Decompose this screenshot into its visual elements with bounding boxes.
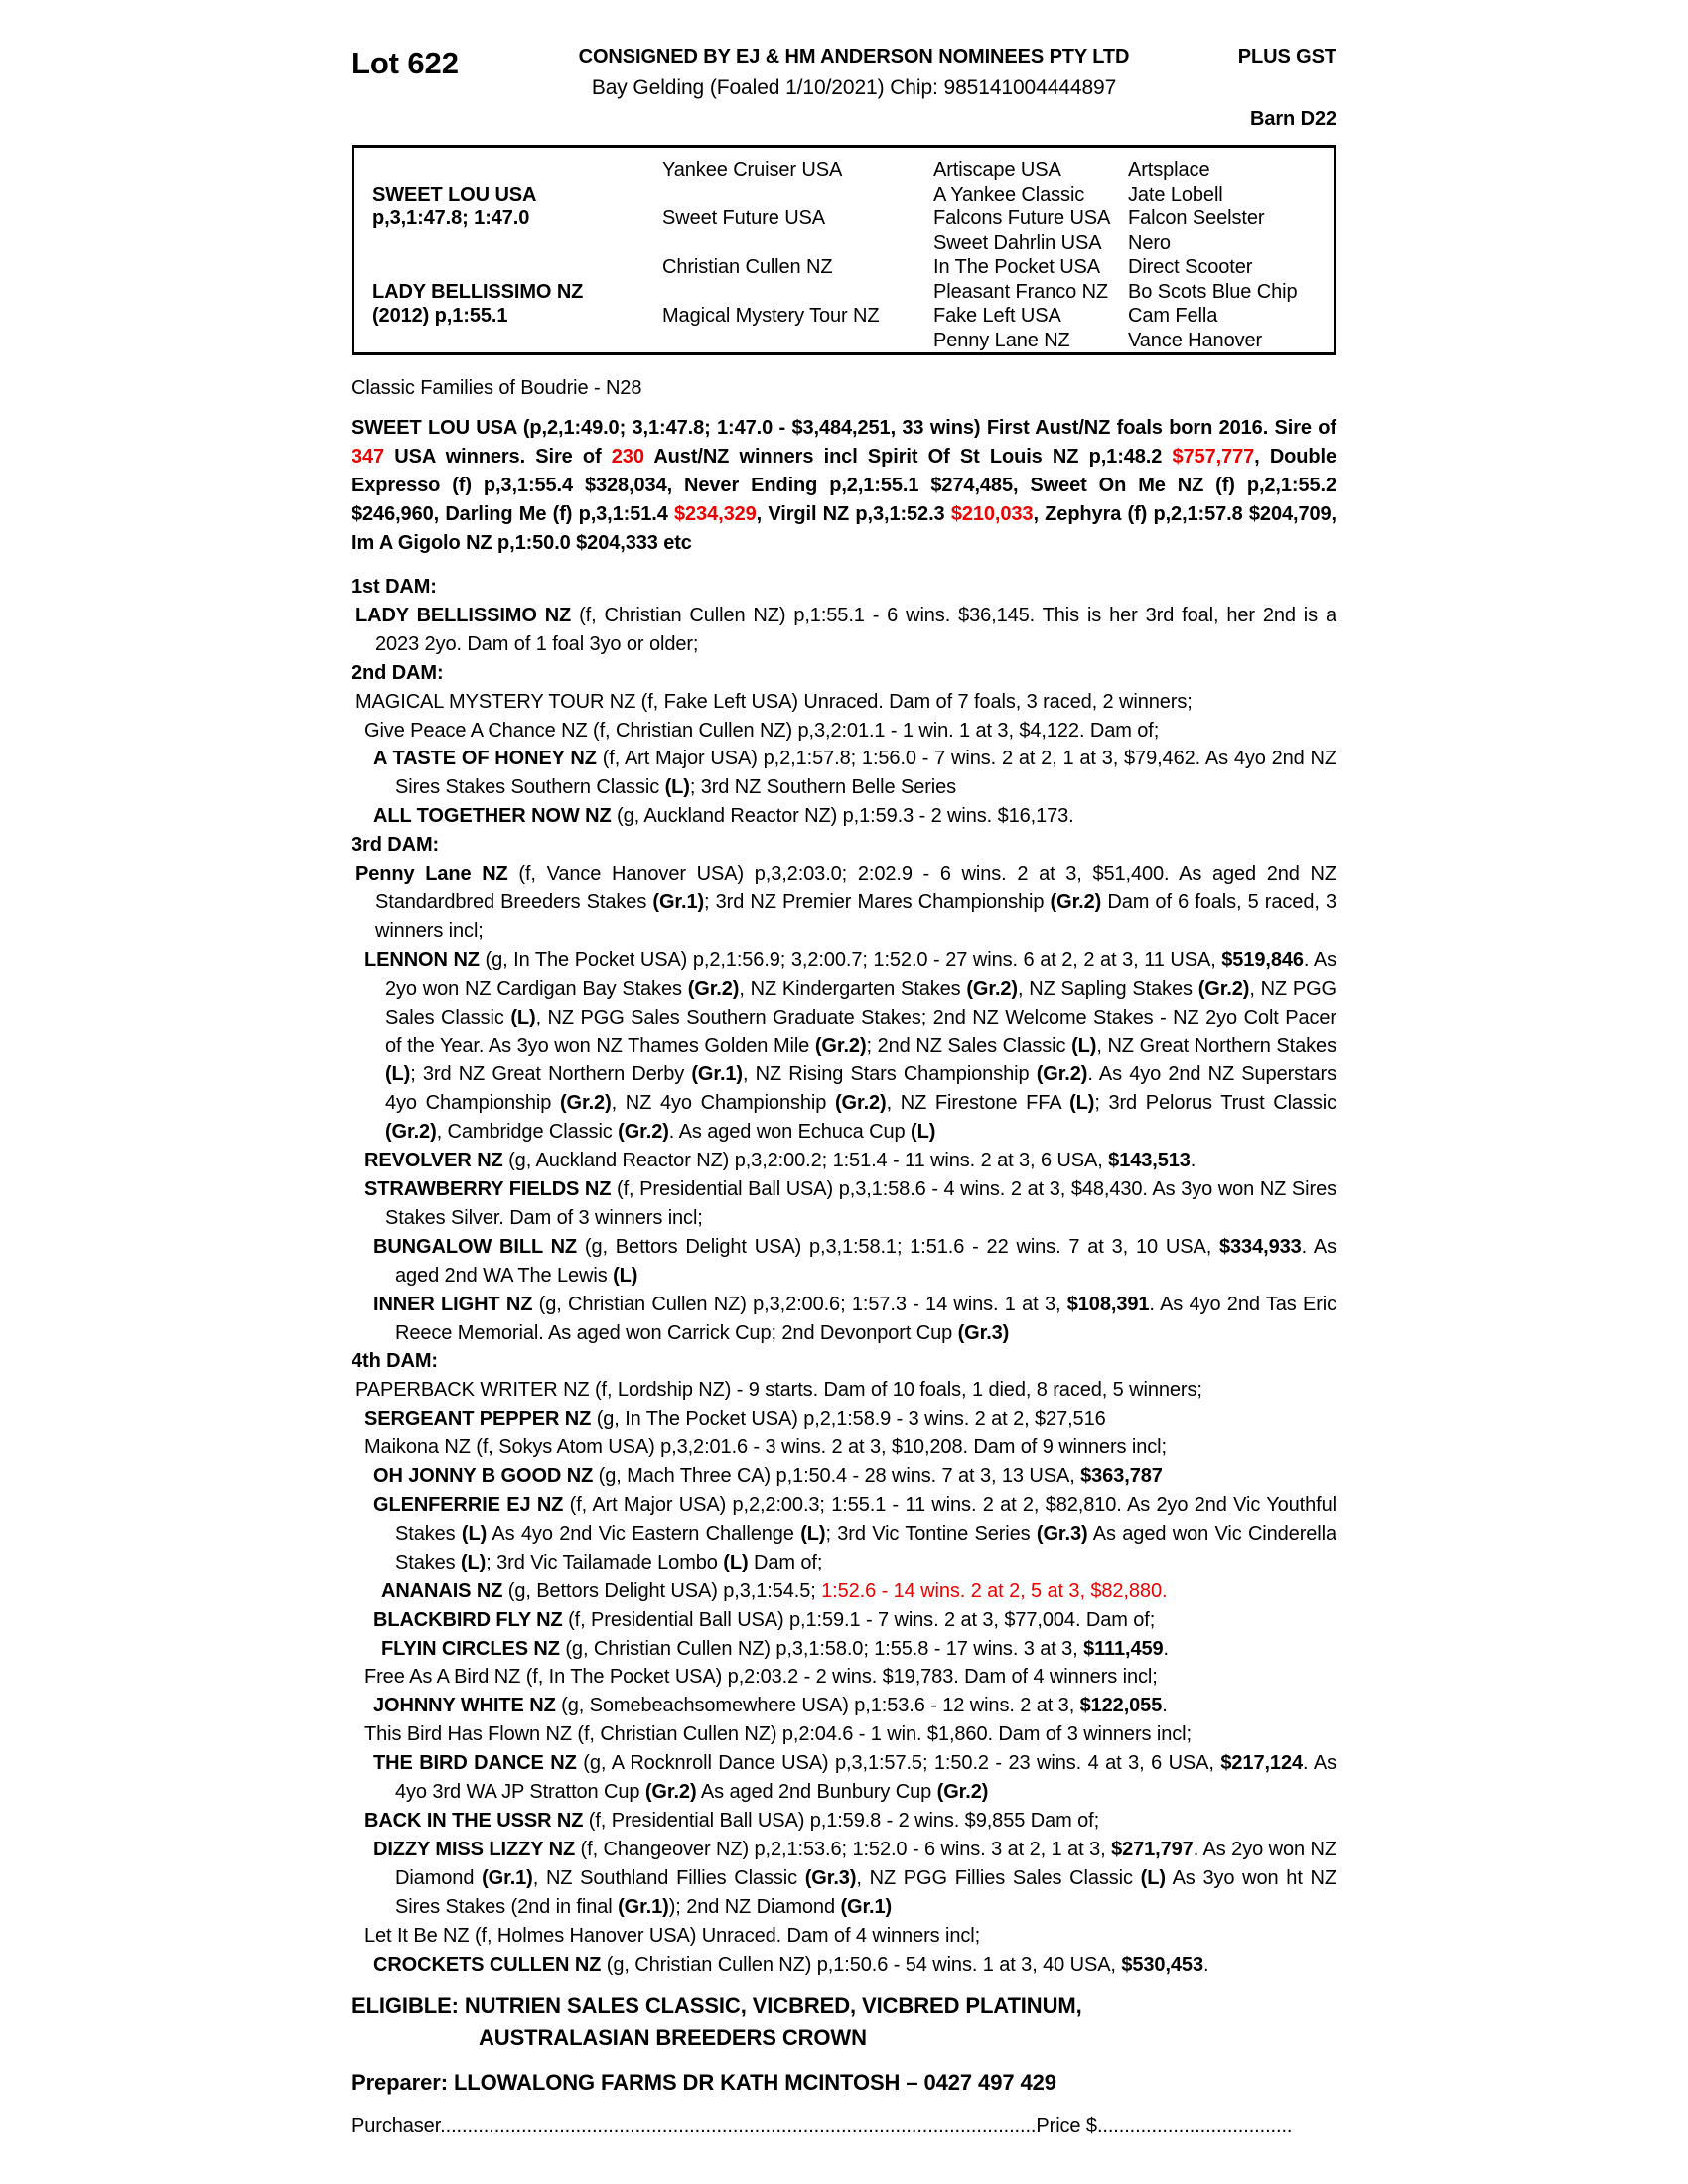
eligible-line-2: AUSTRALASIAN BREEDERS CROWN bbox=[479, 2025, 867, 2051]
pedigree-name: Bo Scots Blue Chip bbox=[1128, 280, 1298, 303]
text-run: (f, Presidential Ball USA) p,1:59.1 - 7 wins. 2 at 3, $77,004. Dam of; bbox=[562, 1608, 1156, 1631]
bold-text-run: $519,846 bbox=[1221, 948, 1304, 971]
text-run: , NZ PGG Fillies Sales Classic bbox=[856, 1866, 1141, 1889]
bold-text-run: (L) bbox=[1071, 1034, 1097, 1057]
bold-text-run: 2nd DAM: bbox=[352, 661, 444, 684]
pedigree-line bbox=[352, 1951, 1336, 1979]
bold-text-run: ANANAIS NZ bbox=[381, 1579, 503, 1602]
bold-text-run: 4th DAM: bbox=[352, 1350, 438, 1373]
barn-number: Barn D22 bbox=[1249, 108, 1336, 130]
pedigree-name: Pleasant Franco NZ bbox=[933, 280, 1109, 303]
text-run: , Zephyra (f) p,2,1:57.8 $204,709, Im A Gigolo NZ p,1:50.0 $204,333 etc bbox=[352, 503, 1336, 554]
horse-description: Bay Gelding (Foaled 1/10/2021) Chip: 985141004444897 bbox=[591, 76, 1117, 99]
text-run: , NZ PGG Sales Southern Graduate Stakes; 2nd NZ Welcome Stakes - NZ 2yo Colt Pacer of the Year. As 3yo won NZ Thames Golden Mile bbox=[385, 1006, 1336, 1057]
text-run: As aged won Vic Cinderella Stakes bbox=[395, 1522, 1336, 1573]
bold-text-run: INNER LIGHT NZ bbox=[373, 1293, 533, 1315]
pedigree-name: Sweet Dahrlin USA bbox=[933, 231, 1102, 254]
text-run: (f, Presidential Ball USA) p,3,1:58.6 - 4 wins. 2 at 3, $48,430. As 3yo won NZ Sires Stakes Silver. Dam of 3 winners incl; bbox=[385, 1178, 1336, 1229]
bold-text-run: (Gr.1) bbox=[840, 1895, 893, 1918]
text-run: , NZ 4yo Championship bbox=[611, 1092, 835, 1115]
bold-text-run: (Gr.2) bbox=[834, 1092, 887, 1115]
bold-text-run: (Gr.2) bbox=[644, 1781, 697, 1804]
dam-heading bbox=[352, 573, 1336, 602]
text-run: , NZ Firestone FFA bbox=[886, 1092, 1070, 1115]
pedigree-line bbox=[352, 1433, 1336, 1462]
bold-text-run: (Gr.2) bbox=[1036, 1063, 1088, 1086]
pedigree-line bbox=[352, 1175, 1336, 1233]
bold-text-run: REVOLVER NZ bbox=[364, 1150, 503, 1172]
bold-text-run: FLYIN CIRCLES NZ bbox=[381, 1637, 560, 1660]
pedigree-line bbox=[352, 1692, 1336, 1720]
bold-text-run: SERGEANT PEPPER NZ bbox=[364, 1408, 592, 1431]
text-run: (f, Art Major USA) p,2,1:57.8; 1:56.0 - 7 wins. 2 at 2, 1 at 3, $79,462. As 4yo 2nd NZ Sires Stakes Southern Classic bbox=[395, 748, 1336, 799]
pedigree-line bbox=[352, 1405, 1336, 1433]
pedigree-line bbox=[352, 1836, 1336, 1922]
pedigree-line bbox=[352, 1749, 1336, 1807]
pedigree-name: Artsplace bbox=[1128, 159, 1210, 181]
bold-text-run: Penny Lane NZ bbox=[355, 863, 508, 886]
text-run: (g, Somebeachsomewhere USA) p,1:53.6 - 12 wins. 2 at 3, bbox=[555, 1695, 1080, 1717]
pedigree-box bbox=[352, 145, 1336, 355]
bold-text-run: OH JONNY B GOOD NZ bbox=[373, 1465, 594, 1488]
pedigree-line bbox=[352, 1807, 1336, 1836]
pedigree-name bbox=[662, 183, 880, 207]
pedigree-line bbox=[352, 1491, 1336, 1577]
pedigree-column-great-grandparents bbox=[933, 158, 1110, 352]
pedigree-name: Yankee Cruiser USA bbox=[662, 159, 843, 181]
bold-text-run: CROCKETS CULLEN NZ bbox=[373, 1953, 602, 1976]
text-run: (g, In The Pocket USA) p,2,1:56.9; 3,2:00.7; 1:52.0 - 27 wins. 6 at 2, 2 at 3, 11 USA, bbox=[479, 948, 1222, 971]
pedigree-line bbox=[352, 1291, 1336, 1348]
price-label: Price $ bbox=[1036, 2116, 1097, 2138]
pedigree-name: p,3,1:47.8; 1:47.0 bbox=[372, 207, 530, 229]
pedigree-name: Sweet Future USA bbox=[662, 207, 826, 229]
bold-text-run: (L) bbox=[461, 1522, 488, 1545]
text-run: ); 2nd NZ Diamond bbox=[668, 1895, 841, 1918]
bold-text-run: BACK IN THE USSR NZ bbox=[364, 1809, 584, 1832]
text-run: As 3yo won ht NZ Sires Stakes (2nd in final bbox=[395, 1866, 1336, 1918]
plus-gst-label: PLUS GST bbox=[1237, 46, 1336, 68]
pedigree-line bbox=[352, 1922, 1336, 1951]
pedigree-line bbox=[352, 1233, 1336, 1291]
text-run: , NZ Sapling Stakes bbox=[1017, 977, 1198, 1000]
text-run: . bbox=[1163, 1637, 1169, 1660]
text-run: (g, In The Pocket USA) p,2,1:58.9 - 3 wins. 2 at 2, $27,516 bbox=[591, 1408, 1106, 1431]
pedigree-line bbox=[352, 602, 1336, 659]
bold-text-run: 1st DAM: bbox=[352, 576, 437, 598]
text-run: ; 3rd NZ Southern Belle Series bbox=[689, 776, 957, 799]
text-run: Free As A Bird NZ (f, In The Pocket USA) p,2:03.2 - 2 wins. $19,783. Dam of 4 winners incl; bbox=[364, 1666, 1158, 1689]
pedigree-line bbox=[352, 1462, 1336, 1491]
pedigree-line bbox=[352, 1376, 1336, 1405]
dam-heading bbox=[352, 659, 1336, 688]
text-run: Dam of; bbox=[748, 1551, 823, 1573]
bold-text-run: (Gr.2) bbox=[814, 1034, 867, 1057]
pedigree-name bbox=[372, 329, 583, 353]
bold-text-run: (L) bbox=[510, 1006, 536, 1028]
pedigree-name: Nero bbox=[1128, 231, 1171, 254]
text-run: . bbox=[1190, 1150, 1196, 1172]
text-run: (f, Changeover NZ) p,2,1:53.6; 1:52.0 - 6 wins. 3 at 2, 1 at 3, bbox=[575, 1838, 1112, 1860]
pedigree-name bbox=[662, 329, 880, 353]
text-run: . As 2yo won NZ Diamond bbox=[395, 1838, 1336, 1889]
text-run: . As aged won Echuca Cup bbox=[668, 1121, 912, 1144]
pedigree-line bbox=[352, 1577, 1336, 1606]
pedigree-name: Artiscape USA bbox=[933, 159, 1061, 181]
pedigree-name: Magical Mystery Tour NZ bbox=[662, 305, 880, 327]
text-run: (g, Auckland Reactor NZ) p,3,2:00.2; 1:51.4 - 11 wins. 2 at 3, 6 USA, bbox=[502, 1150, 1109, 1172]
price-dots: .................................... bbox=[1096, 2116, 1293, 2138]
bold-text-run: BLACKBIRD FLY NZ bbox=[373, 1608, 563, 1631]
bold-text-run: ALL TOGETHER NOW NZ bbox=[373, 805, 612, 828]
bold-text-run: (Gr.1) bbox=[482, 1866, 533, 1889]
bold-text-run: STRAWBERRY FIELDS NZ bbox=[364, 1178, 612, 1201]
text-run: Let It Be NZ (f, Holmes Hanover USA) Unraced. Dam of 4 winners incl; bbox=[364, 1924, 981, 1947]
bold-text-run: BUNGALOW BILL NZ bbox=[373, 1235, 578, 1258]
bold-text-run: (Gr.1) bbox=[618, 1895, 669, 1918]
pedigree-line bbox=[352, 1635, 1336, 1664]
pedigree-name: Direct Scooter bbox=[1128, 256, 1253, 278]
red-highlight-text: 347 bbox=[352, 446, 385, 468]
purchaser-dots: .............................................................................................................. bbox=[440, 2116, 1037, 2138]
text-run: (f, Presidential Ball USA) p,1:59.8 - 2 wins. $9,855 Dam of; bbox=[583, 1809, 1100, 1832]
text-run: , NZ Great Northern Stakes bbox=[1096, 1034, 1336, 1057]
bold-text-run: (L) bbox=[664, 776, 690, 799]
text-run: SWEET LOU USA (p,2,1:49.0; 3,1:47.8; 1:47.0 - $3,484,251, 33 wins) First Aust/NZ foals born 2016. Sire of bbox=[352, 417, 1336, 439]
pedigree-name: LADY BELLISSIMO NZ bbox=[372, 280, 584, 303]
lot-number: Lot 622 bbox=[352, 46, 459, 80]
pedigree-line bbox=[352, 745, 1336, 802]
text-run: As aged 2nd Bunbury Cup bbox=[696, 1781, 937, 1804]
text-run: Aust/NZ winners incl Spirit Of St Louis NZ p,1:48.2 bbox=[643, 446, 1173, 468]
bold-text-run: LENNON NZ bbox=[364, 948, 480, 971]
text-run: ; 3rd Vic Tailamade Lombo bbox=[486, 1551, 724, 1573]
bold-text-run: (Gr.2) bbox=[687, 977, 740, 1000]
text-run: . bbox=[1202, 1953, 1209, 1976]
bold-text-run: (Gr.2) bbox=[385, 1121, 437, 1144]
pedigree-line bbox=[352, 1663, 1336, 1692]
pedigree-column-grandparents bbox=[662, 158, 880, 352]
consignor-line: CONSIGNED BY EJ & HM ANDERSON NOMINEES PTY LTD bbox=[578, 46, 1130, 68]
text-run: , NZ Kindergarten Stakes bbox=[739, 977, 967, 1000]
bold-text-run: (Gr.2) bbox=[1197, 977, 1250, 1000]
bold-text-run: $217,124 bbox=[1220, 1752, 1303, 1775]
bold-text-run: (L) bbox=[723, 1551, 749, 1573]
bold-text-run: $271,797 bbox=[1111, 1838, 1194, 1860]
text-run: (g, Bettors Delight USA) p,3,1:54.5; bbox=[502, 1579, 822, 1602]
text-run: , Double Expresso (f) p,3,1:55.4 $328,034, Never Ending p,2,1:55.1 $274,485, Sweet On Me NZ (f) p,2,1:55.2 $246,960, Darling Me (f) p,3,1:51.4 bbox=[352, 446, 1336, 525]
pedigree-name: Jate Lobell bbox=[1128, 183, 1223, 205]
bold-text-run: $530,453 bbox=[1121, 1953, 1203, 1976]
bold-text-run: DIZZY MISS LIZZY NZ bbox=[373, 1838, 576, 1860]
text-run: Give Peace A Chance NZ (f, Christian Cullen NZ) p,3,2:01.1 - 1 win. 1 at 3, $4,122. Dam of; bbox=[364, 719, 1160, 742]
pedigree-line bbox=[352, 1147, 1336, 1175]
pedigree-line bbox=[352, 802, 1336, 831]
bold-text-run: (Gr.2) bbox=[936, 1781, 989, 1804]
bold-text-run: $111,459 bbox=[1083, 1637, 1164, 1660]
pedigree-line bbox=[352, 717, 1336, 746]
bold-text-run: $363,787 bbox=[1080, 1465, 1163, 1488]
pedigree-name bbox=[372, 231, 583, 256]
bold-text-run: (L) bbox=[911, 1121, 936, 1144]
pedigree-line bbox=[352, 1720, 1336, 1749]
eligible-line-1: ELIGIBLE: NUTRIEN SALES CLASSIC, VICBRED, VICBRED PLATINUM, bbox=[352, 1993, 1082, 2019]
text-run: (f, Art Major USA) p,2,2:00.3; 1:55.1 - 11 wins. 2 at 2, $82,810. As 2yo 2nd Vic Youthful Stakes bbox=[395, 1494, 1336, 1545]
text-run: (g, Christian Cullen NZ) p,3,1:58.0; 1:55.8 - 17 wins. 3 at 3, bbox=[559, 1637, 1084, 1660]
pedigree-name: A Yankee Classic bbox=[933, 183, 1085, 205]
preparer-line: Preparer: LLOWALONG FARMS DR KATH MCINTOSH – 0427 497 429 bbox=[352, 2070, 1056, 2096]
dam-heading bbox=[352, 831, 1336, 860]
text-run: . As aged 2nd WA The Lewis bbox=[395, 1235, 1336, 1287]
pedigree-name bbox=[662, 280, 880, 305]
bold-text-run: $108,391 bbox=[1066, 1293, 1150, 1315]
sire-paragraph bbox=[352, 414, 1336, 558]
text-run: ; 3rd NZ Great Northern Derby bbox=[410, 1063, 692, 1086]
bold-text-run: (Gr.2) bbox=[966, 977, 1018, 1000]
text-run: , NZ Southland Fillies Classic bbox=[532, 1866, 805, 1889]
red-highlight-text: 230 bbox=[611, 446, 644, 468]
text-run: ; 3rd Vic Tontine Series bbox=[825, 1522, 1037, 1545]
bold-text-run: LADY BELLISSIMO NZ bbox=[355, 604, 572, 626]
text-run: ; 3rd Pelorus Trust Classic bbox=[1094, 1092, 1336, 1115]
text-run: (g, Auckland Reactor NZ) p,1:59.3 - 2 wins. $16,173. bbox=[611, 805, 1074, 828]
bold-text-run: (Gr.2) bbox=[618, 1121, 669, 1144]
pedigree-name: Falcons Future USA bbox=[933, 207, 1111, 229]
pedigree-column-parents bbox=[372, 158, 583, 352]
text-run: MAGICAL MYSTERY TOUR NZ (f, Fake Left USA) Unraced. Dam of 7 foals, 3 raced, 2 winners; bbox=[355, 690, 1193, 713]
bold-text-run: (L) bbox=[1140, 1866, 1166, 1889]
text-run: (g, Bettors Delight USA) p,3,1:58.1; 1:51.6 - 22 wins. 7 at 3, 10 USA, bbox=[577, 1235, 1220, 1258]
text-run: . As 2yo won NZ Cardigan Bay Stakes bbox=[385, 948, 1336, 1000]
dam-heading bbox=[352, 1347, 1336, 1376]
bold-text-run: (L) bbox=[1069, 1092, 1095, 1115]
text-run: Dam of 6 foals, 5 raced, 3 winners incl; bbox=[375, 890, 1336, 942]
text-run: As 4yo 2nd Vic Eastern Challenge bbox=[487, 1522, 801, 1545]
bold-text-run: 3rd DAM: bbox=[352, 834, 440, 857]
pedigree-name: SWEET LOU USA bbox=[372, 183, 537, 205]
pedigree-name: Cam Fella bbox=[1128, 305, 1218, 327]
text-run: PAPERBACK WRITER NZ (f, Lordship NZ) - 9 starts. Dam of 10 foals, 1 died, 8 raced, 5 winners; bbox=[355, 1379, 1202, 1402]
red-highlight-text: 1:52.6 - 14 wins. 2 at 2, 5 at 3, $82,880. bbox=[821, 1579, 1168, 1602]
pedigree-body bbox=[352, 573, 1336, 1979]
bold-text-run: A TASTE OF HONEY NZ bbox=[373, 748, 597, 770]
red-highlight-text: $234,329 bbox=[674, 503, 757, 525]
text-run: (g, Christian Cullen NZ) p,1:50.6 - 54 wins. 1 at 3, 40 USA, bbox=[601, 1953, 1122, 1976]
bold-text-run: $143,513 bbox=[1108, 1150, 1191, 1172]
bold-text-run: (L) bbox=[800, 1522, 826, 1545]
bold-text-run: (Gr.2) bbox=[1050, 890, 1102, 913]
pedigree-name bbox=[372, 158, 583, 183]
text-run: , Virgil NZ p,3,1:52.3 bbox=[756, 503, 951, 525]
text-run: This Bird Has Flown NZ (f, Christian Cullen NZ) p,2:04.6 - 1 win. $1,860. Dam of 3 winners incl; bbox=[364, 1723, 1192, 1746]
pedigree-name: Christian Cullen NZ bbox=[662, 256, 833, 278]
text-run: (g, Christian Cullen NZ) p,3,2:00.6; 1:57.3 - 14 wins. 1 at 3, bbox=[532, 1293, 1067, 1315]
bold-text-run: (Gr.1) bbox=[652, 890, 705, 913]
family-line: Classic Families of Boudrie - N28 bbox=[352, 377, 642, 399]
bold-text-run: (Gr.1) bbox=[691, 1063, 743, 1086]
pedigree-name bbox=[372, 255, 583, 280]
pedigree-name: Falcon Seelster bbox=[1128, 207, 1265, 229]
bold-text-run: (L) bbox=[385, 1063, 411, 1086]
bold-text-run: THE BIRD DANCE NZ bbox=[373, 1752, 577, 1775]
bold-text-run: (Gr.2) bbox=[560, 1092, 612, 1115]
bold-text-run: $334,933 bbox=[1219, 1235, 1302, 1258]
bold-text-run: (Gr.3) bbox=[804, 1866, 857, 1889]
text-run: (f, Vance Hanover USA) p,3,2:03.0; 2:02.9 - 6 wins. 2 at 3, $51,400. As aged 2nd NZ Standardbred Breeders Stakes bbox=[375, 863, 1336, 913]
pedigree-name: Penny Lane NZ bbox=[933, 329, 1070, 351]
text-run: ; 2nd NZ Sales Classic bbox=[866, 1034, 1072, 1057]
purchaser-line bbox=[352, 2116, 1336, 2138]
consignment-block bbox=[540, 46, 1168, 100]
text-run: . As 4yo 3rd WA JP Stratton Cup bbox=[395, 1752, 1336, 1804]
text-run: . As 4yo 2nd Tas Eric Reece Memorial. As aged won Carrick Cup; 2nd Devonport Cup bbox=[395, 1293, 1337, 1344]
pedigree-line bbox=[352, 688, 1336, 717]
header bbox=[352, 46, 1336, 100]
bold-text-run: JOHNNY WHITE NZ bbox=[373, 1695, 556, 1717]
pedigree-line bbox=[352, 1606, 1336, 1635]
eligibility-block bbox=[352, 1990, 1336, 2054]
pedigree-line bbox=[352, 946, 1336, 1147]
text-run: (g, A Rocknroll Dance USA) p,3,1:57.5; 1:50.2 - 23 wins. 4 at 3, 6 USA, bbox=[576, 1752, 1221, 1775]
pedigree-name bbox=[662, 231, 880, 256]
text-run: , Cambridge Classic bbox=[436, 1121, 619, 1144]
pedigree-name: In The Pocket USA bbox=[933, 256, 1101, 278]
bold-text-run: $122,055 bbox=[1079, 1695, 1163, 1717]
text-run: , NZ PGG Sales Classic bbox=[385, 977, 1337, 1028]
text-run: . As 4yo 2nd NZ Superstars 4yo Championship bbox=[385, 1063, 1337, 1115]
pedigree-name: (2012) p,1:55.1 bbox=[372, 305, 508, 327]
text-run: ; 3rd NZ Premier Mares Championship bbox=[704, 890, 1051, 913]
pedigree-line bbox=[352, 860, 1336, 946]
text-run: (g, Mach Three CA) p,1:50.4 - 28 wins. 7 at 3, 13 USA, bbox=[593, 1465, 1081, 1488]
text-run: (f, Christian Cullen NZ) p,1:55.1 - 6 wins. $36,145. This is her 3rd foal, her 2nd is a 2023 2yo. Dam of 1 foal 3yo or older; bbox=[375, 604, 1336, 655]
bold-text-run: (L) bbox=[461, 1551, 487, 1573]
red-highlight-text: $757,777 bbox=[1172, 446, 1255, 468]
red-highlight-text: $210,033 bbox=[950, 503, 1034, 525]
pedigree-column-great-great-grandparents bbox=[1128, 158, 1298, 352]
bold-text-run: (Gr.3) bbox=[1036, 1522, 1088, 1545]
bold-text-run: GLENFERRIE EJ NZ bbox=[373, 1494, 564, 1516]
pedigree-name: Vance Hanover bbox=[1128, 329, 1263, 351]
text-run: . bbox=[1162, 1695, 1168, 1717]
bold-text-run: (L) bbox=[613, 1264, 638, 1287]
text-run: Maikona NZ (f, Sokys Atom USA) p,3,2:01.6 - 3 wins. 2 at 3, $10,208. Dam of 9 winners incl; bbox=[364, 1436, 1167, 1459]
pedigree-name: Fake Left USA bbox=[933, 305, 1061, 327]
text-run: USA winners. Sire of bbox=[384, 446, 612, 468]
text-run: , NZ Rising Stars Championship bbox=[742, 1063, 1037, 1086]
purchaser-label: Purchaser bbox=[352, 2116, 441, 2138]
bold-text-run: (Gr.3) bbox=[957, 1321, 1010, 1344]
